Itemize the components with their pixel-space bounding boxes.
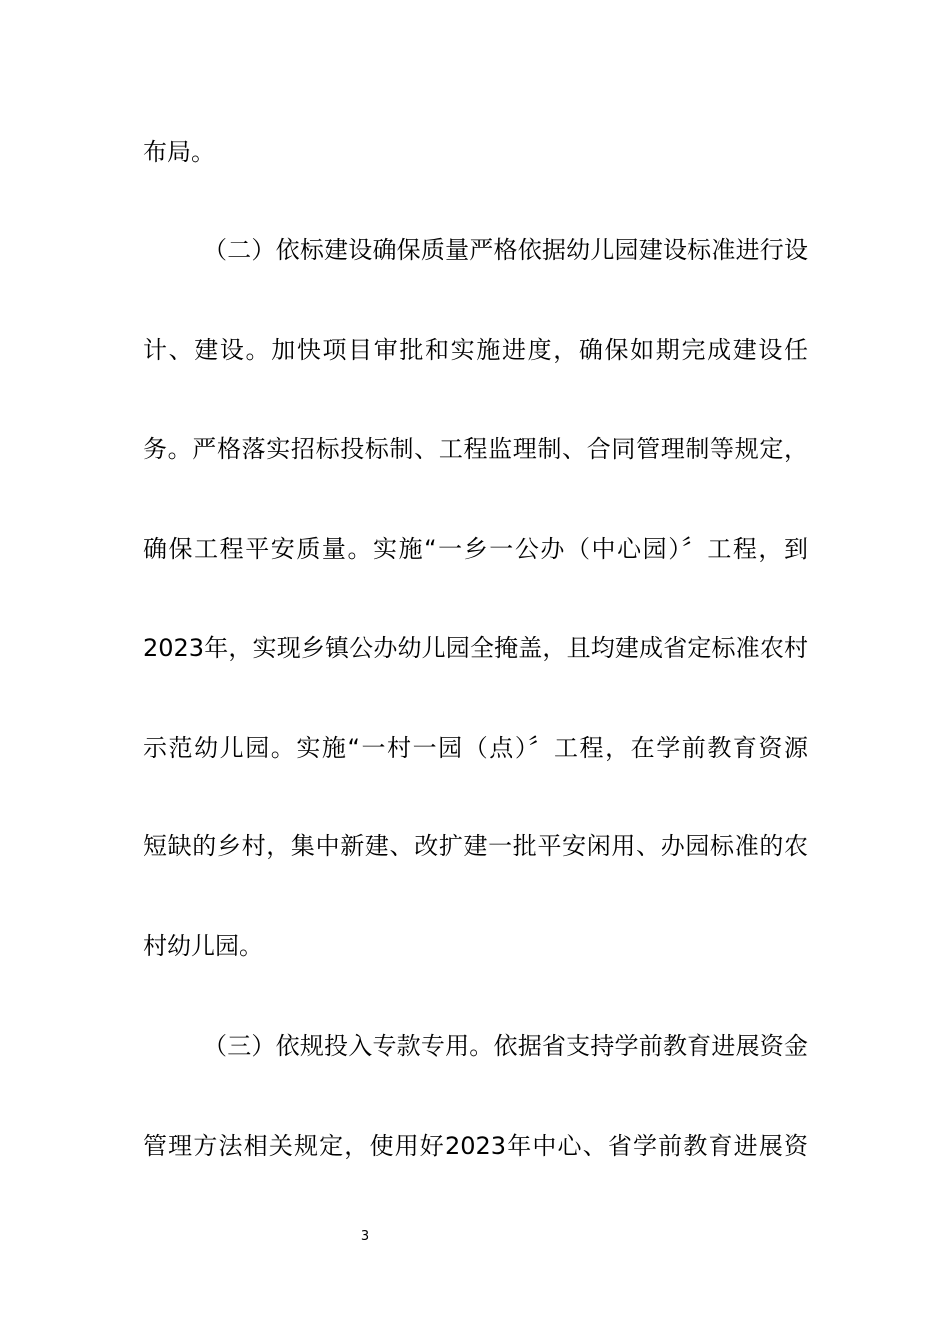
paragraph-2-line-4: 确保工程平安质量。实施“一乡一公办（中心园）〞工程，到 bbox=[143, 535, 808, 563]
paragraph-2-line-1: （二）依标建设确保质量严格依据幼儿园建设标准进行设 bbox=[203, 236, 808, 264]
paragraph-2-line-2: 计、建设。加快项目审批和实施进度，确保如期完成建设任 bbox=[143, 336, 808, 364]
paragraph-3-line-2: 管理方法相关规定，使用好2023年中心、省学前教育进展资 bbox=[143, 1132, 808, 1160]
paragraph-2-line-7: 短缺的乡村，集中新建、改扩建一批平安闲用、办园标准的农 bbox=[143, 832, 808, 860]
paragraph-2-line-3: 务。严格落实招标投标制、工程监理制、合同管理制等规定， bbox=[143, 435, 808, 463]
paragraph-2-line-8: 村幼儿园。 bbox=[143, 932, 263, 960]
paragraph-1-line-1: 布局。 bbox=[143, 138, 215, 166]
paragraph-2-line-6: 示范幼儿园。实施“一村一园（点）〞工程，在学前教育资源 bbox=[143, 734, 808, 762]
paragraph-3-line-1: （三）依规投入专款专用。依据省支持学前教育进展资金 bbox=[203, 1032, 808, 1060]
page-number: 3 bbox=[360, 1229, 370, 1244]
paragraph-2-line-5: 2023年，实现乡镇公办幼儿园全掩盖，且均建成省定标准农村 bbox=[143, 634, 808, 662]
